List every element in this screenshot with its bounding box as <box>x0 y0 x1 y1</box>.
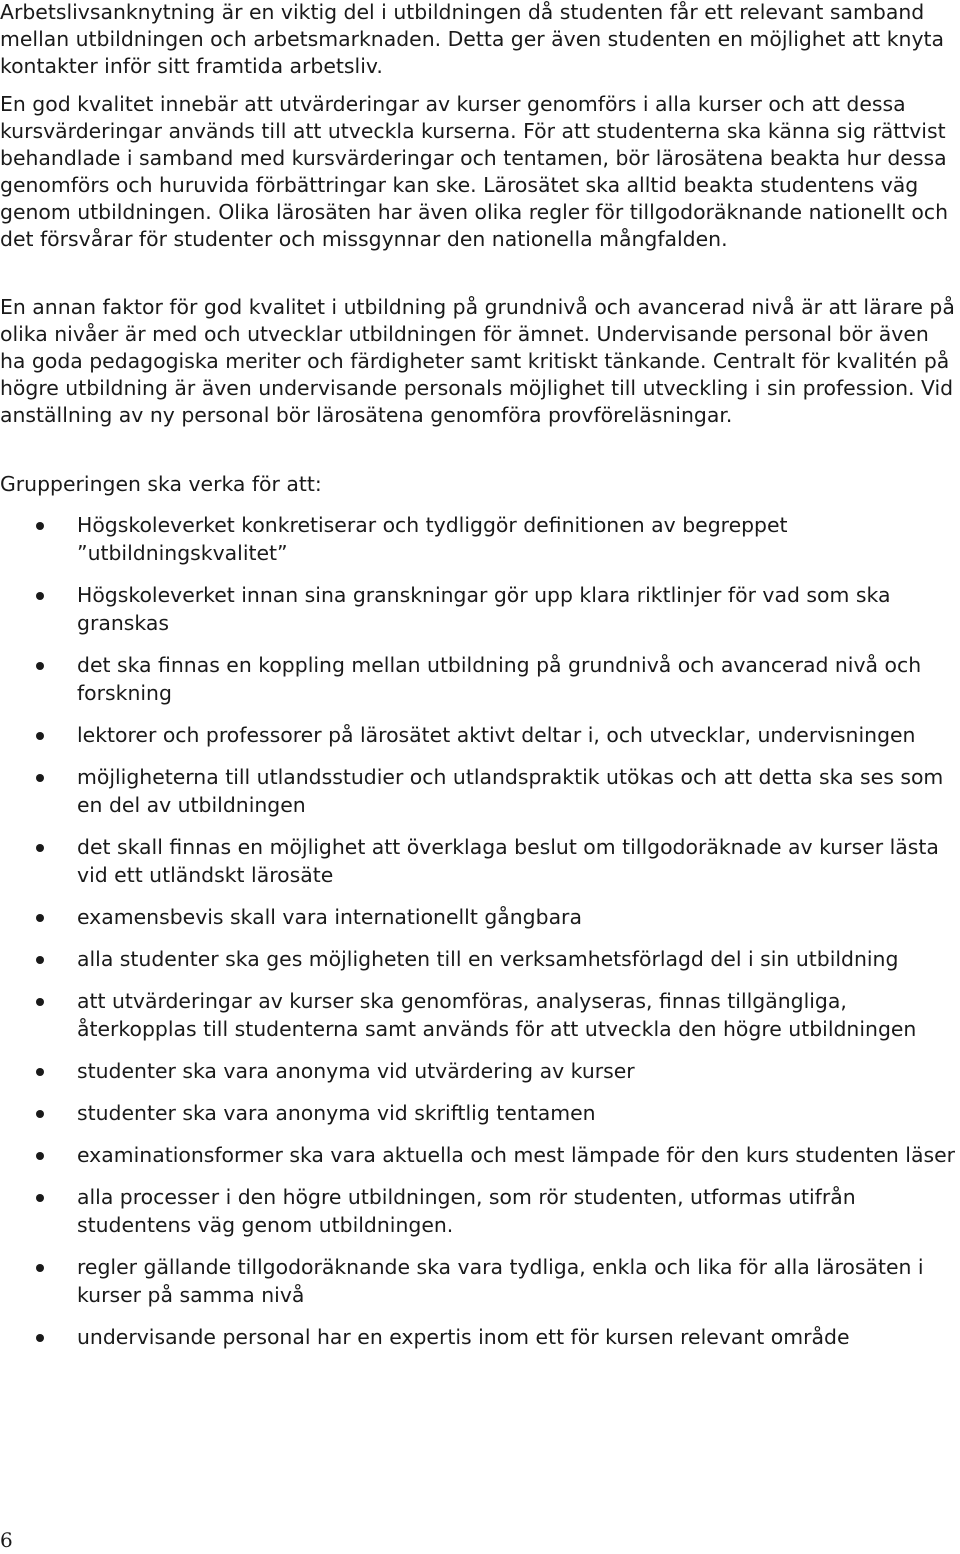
list-item <box>0 1323 960 1351</box>
list-intro: Grupperingen ska verka för att: <box>0 472 322 496</box>
list-item-text: möjligheterna till utlandsstudier och utlandspraktik utökas och att detta ska ses som en del av utbildningen <box>77 765 944 817</box>
list-item <box>0 1057 960 1085</box>
bullet-icon <box>36 914 44 922</box>
list-item <box>0 1099 960 1127</box>
list-item-text: Högskoleverket innan sina granskningar gör upp klara riktlinjer för vad som ska granskas <box>77 583 891 635</box>
list-item <box>0 721 960 749</box>
page-number: 6 <box>0 1528 13 1552</box>
paragraph-work-life-connection: Arbetslivsanknytning är en viktig del i utbildningen då studenten får ett relevant samband mellan utbildningen och arbetsmarknaden. Detta ger även studenten en möjlighet att knyta kontakter inför sitt framtida arbetsliv. <box>0 0 945 78</box>
list-item-text: examensbevis skall vara internationellt gångbara <box>77 905 582 929</box>
bullet-icon <box>36 592 44 600</box>
bullet-icon <box>36 956 44 964</box>
list-item <box>0 511 960 567</box>
list-item-text: studenter ska vara anonyma vid skriftlig tentamen <box>77 1101 596 1125</box>
bullet-icon <box>36 1110 44 1118</box>
bullet-icon <box>36 1068 44 1076</box>
bullet-icon <box>36 844 44 852</box>
list-item <box>0 763 960 819</box>
list-item <box>0 945 960 973</box>
list-item-text: examinationsformer ska vara aktuella och mest lämpade för den kurs studenten läser <box>77 1143 956 1167</box>
list-item-text: att utvärderingar av kurser ska genomföras, analyseras, finnas tillgängliga, återkopplas till studenterna samt används för att utveckla den högre utbildningen <box>77 989 917 1041</box>
bullet-icon <box>36 1264 44 1272</box>
bullet-icon <box>36 522 44 530</box>
list-item <box>0 903 960 931</box>
list-item <box>0 581 960 637</box>
bullet-icon <box>36 998 44 1006</box>
list-item <box>0 651 960 707</box>
list-item-text: det skall finnas en möjlighet att överklaga beslut om tillgodoräknade av kurser lästa vid ett utländskt lärosäte <box>77 835 939 887</box>
list-item <box>0 1253 960 1309</box>
list-item-text: lektorer och professorer på lärosätet aktivt deltar i, och utvecklar, undervisningen <box>77 723 916 747</box>
list-item <box>0 833 960 889</box>
bullet-icon <box>36 1152 44 1160</box>
list-item-text: Högskoleverket konkretiserar och tydliggör definitionen av begreppet ”utbildningskvalitet” <box>77 513 788 565</box>
list-item-text: alla studenter ska ges möjligheten till en verksamhetsförlagd del i sin utbildning <box>77 947 899 971</box>
bullet-icon <box>36 732 44 740</box>
list-item-text: studenter ska vara anonyma vid utvärdering av kurser <box>77 1059 635 1083</box>
list-item-text: alla processer i den högre utbildningen, som rör studenten, utformas utifrån studentens väg genom utbildningen. <box>77 1185 856 1237</box>
bullet-icon <box>36 662 44 670</box>
list-item <box>0 1183 960 1239</box>
bullet-icon <box>36 774 44 782</box>
goal-list <box>0 511 960 1365</box>
list-item-text: undervisande personal har en expertis inom ett för kursen relevant område <box>77 1325 850 1349</box>
list-item-text: det ska finnas en koppling mellan utbildning på grundnivå och avancerad nivå och forskning <box>77 653 922 705</box>
list-item-text: regler gällande tillgodoräknande ska vara tydliga, enkla och lika för alla lärosäten i kurser på samma nivå <box>77 1255 924 1307</box>
list-item <box>0 987 960 1043</box>
paragraph-course-evaluation-quality: En god kvalitet innebär att utvärderingar av kurser genomförs i alla kurser och att dessa kursvärderingar används till att utveckla kurserna. För att studenterna ska känna sig rättvist behandlade i samband med kursvärderingar och tentamen, bör lärosätena beakta hur dessa genomförs och huruvida förbättringar kan ske. Lärosätet ska alltid beakta studentens väg genom utbildningen. Olika lärosäten har även olika regler för tillgodoräknande nationellt och det försvårar för studenter och missgynnar den nationella mångfalden. <box>0 92 949 251</box>
list-item <box>0 1141 960 1169</box>
paragraph-teacher-quality: En annan faktor för god kvalitet i utbildning på grundnivå och avancerad nivå är att lärare på olika nivåer är med och utvecklar utbildningen för ämnet. Undervisande personal bör även ha goda pedagogiska meriter och färdigheter samt kritiskt tänkande. Centralt för kvalitén på högre utbildning är även undervisande personals möjlighet till utveckling i sin profession. Vid anställning av ny personal bör lärosätena genomföra provföreläsningar. <box>0 295 955 427</box>
bullet-icon <box>36 1194 44 1202</box>
bullet-icon <box>36 1334 44 1342</box>
